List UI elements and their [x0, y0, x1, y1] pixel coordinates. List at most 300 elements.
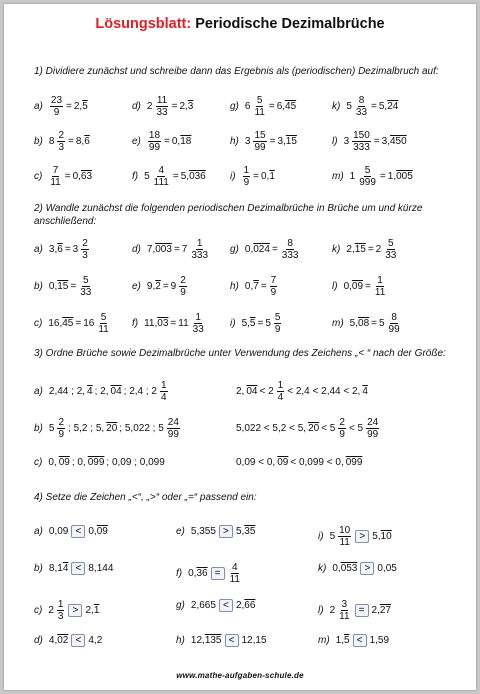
fraction	[274, 312, 282, 335]
math-text: 5,	[372, 531, 381, 542]
repeating-digits: 66	[244, 600, 256, 611]
answer-box: <	[71, 634, 85, 647]
denominator: 33	[156, 107, 168, 118]
math-text: 2,	[73, 101, 83, 112]
item-label: h)	[176, 635, 185, 646]
t2-item-m	[332, 312, 402, 335]
denominator: 9	[53, 107, 60, 118]
item-label: a)	[34, 526, 43, 537]
denominator: 99	[388, 324, 400, 335]
item-label: h)	[230, 281, 239, 292]
t4-item-i	[318, 525, 392, 548]
math-text: 0,	[244, 244, 254, 255]
item-label: a)	[34, 244, 43, 255]
denominator: 99	[167, 429, 179, 440]
math-text: =	[170, 318, 177, 329]
item-label: l)	[332, 281, 338, 292]
math-text	[49, 281, 68, 292]
math-text	[336, 635, 350, 646]
math-text	[179, 101, 193, 112]
repeating-digits: 099	[87, 457, 105, 468]
math-text: =	[268, 101, 275, 112]
denominator: 99	[254, 142, 266, 153]
math-text: =	[64, 244, 71, 255]
fraction	[358, 165, 377, 188]
math-text	[76, 136, 90, 147]
math-text	[261, 171, 275, 182]
fraction	[97, 312, 109, 335]
numerator: 11	[156, 95, 168, 106]
item-label: f)	[132, 171, 139, 182]
repeating-digits: 450	[390, 136, 407, 147]
fraction	[57, 599, 65, 622]
item-label: d)	[34, 635, 43, 646]
repeating-digits: 1	[93, 605, 100, 616]
t2-item-c	[34, 312, 111, 335]
math-text: =	[257, 318, 264, 329]
math-text: 2,	[179, 101, 188, 112]
repeating-digits: 7	[253, 281, 259, 292]
t1-item-f	[132, 165, 206, 188]
denominator: 11	[254, 107, 265, 118]
math-text: 3,	[277, 136, 286, 147]
numerator: 24	[167, 417, 179, 428]
math-text	[245, 244, 270, 255]
math-text: 2	[375, 244, 382, 255]
fraction	[167, 417, 180, 440]
numerator: 1	[196, 238, 203, 249]
repeating-digits: 09	[96, 526, 108, 537]
t1-item-b	[34, 130, 90, 153]
denominator: 99	[148, 142, 161, 153]
math-text: 1,	[335, 635, 345, 646]
fraction	[192, 312, 205, 335]
math-text: =	[68, 136, 74, 147]
denominator: 11	[339, 537, 350, 548]
math-text: =	[379, 171, 386, 182]
repeating-digits: 24	[387, 101, 399, 112]
numerator: 5	[256, 95, 263, 106]
math-text: 0,	[332, 563, 341, 574]
t4-item-l	[318, 599, 391, 622]
fraction	[338, 417, 346, 440]
denominator: 9	[180, 287, 186, 298]
answer-box: =	[355, 604, 369, 617]
math-text: 0,	[88, 526, 97, 537]
footer-url: www.mathe-aufgaben-schule.de	[176, 671, 304, 680]
item-label: c)	[34, 457, 43, 468]
math-text	[388, 171, 413, 182]
math-text: ; 5,2 ; 5,	[68, 423, 105, 434]
repeating-digits: 4	[62, 563, 69, 574]
math-text: ; 2,4 ; 2	[123, 386, 157, 397]
denominator: 3	[57, 611, 64, 622]
t2-item-l	[332, 275, 387, 298]
item-label: b)	[34, 423, 43, 434]
numerator: 1	[195, 312, 201, 323]
math-text: 8,	[75, 136, 85, 147]
numerator: 2	[180, 275, 186, 286]
math-text: 5,	[349, 318, 359, 329]
item-label: a)	[34, 386, 43, 397]
math-text: ; 0,	[71, 457, 86, 468]
repeating-digits: 36	[196, 568, 208, 579]
numerator: 1	[277, 380, 284, 391]
t4-item-d	[34, 634, 102, 647]
item-label: k)	[332, 244, 341, 255]
t2-item-i	[230, 312, 282, 335]
t2-item-g	[230, 238, 300, 261]
math-text: 2	[329, 605, 336, 616]
t4-item-c	[34, 599, 99, 622]
math-text: 0,	[72, 171, 81, 182]
math-text: 0,	[343, 281, 352, 292]
math-text: < 2,4 < 2,44 < 2,	[287, 386, 361, 397]
math-text: 2,	[236, 386, 245, 397]
fraction	[243, 165, 251, 188]
math-text: 5	[378, 318, 385, 329]
item-label: b)	[34, 281, 43, 292]
title-highlight: Lösungsblatt:	[95, 16, 192, 32]
t3-c-solution	[236, 457, 362, 468]
fraction	[49, 165, 61, 188]
t1-item-h	[230, 130, 297, 153]
math-text: 0,	[244, 281, 254, 292]
denominator: 9	[339, 429, 345, 440]
repeating-digits: 09	[351, 281, 364, 292]
math-text: 16	[83, 318, 95, 329]
fraction	[155, 95, 168, 118]
item-label: e)	[132, 281, 141, 292]
task2-heading: 2) Wandle zunächst die folgenden periodischen Dezimalbrüche in Brüche um und kürze anschließend:	[34, 203, 423, 227]
numerator: 7	[270, 275, 277, 286]
repeating-digits: 6	[57, 244, 63, 255]
numerator: 1	[57, 599, 64, 610]
repeating-digits: 053	[340, 563, 358, 574]
math-text: 0,05	[377, 563, 397, 574]
repeating-digits: 10	[380, 531, 392, 542]
numerator: 5	[274, 312, 281, 323]
repeating-digits: 04	[246, 386, 258, 397]
math-text	[382, 136, 407, 147]
math-text: =	[269, 136, 276, 147]
math-text: 0,	[48, 281, 58, 292]
numerator: 8	[391, 312, 397, 323]
math-text	[236, 526, 255, 537]
denominator: 3	[58, 142, 65, 153]
math-text: 5	[144, 171, 150, 182]
t4-item-b	[34, 562, 113, 575]
t1-item-l	[332, 130, 407, 153]
t2-item-f	[132, 312, 206, 335]
fraction	[190, 238, 209, 261]
item-label: e)	[132, 136, 141, 147]
numerator: 5	[100, 312, 107, 323]
fraction	[253, 95, 265, 118]
item-label: m)	[318, 635, 330, 646]
denominator: 33	[80, 287, 92, 298]
repeating-digits: 024	[253, 244, 270, 255]
math-text	[191, 635, 222, 646]
numerator: 18	[148, 130, 161, 141]
t4-item-k	[318, 562, 397, 575]
math-text: 2,	[85, 605, 94, 616]
repeating-digits: 4	[362, 386, 368, 397]
repeating-digits: 03	[157, 318, 169, 329]
denominator: 9	[270, 287, 277, 298]
denominator: 333	[353, 142, 370, 153]
t1-item-g	[230, 95, 296, 118]
math-text: 2	[48, 605, 54, 616]
item-label: l)	[332, 136, 338, 147]
math-text	[85, 605, 99, 616]
t3-a-solution	[236, 380, 368, 403]
math-text	[74, 101, 88, 112]
math-text: 9	[170, 281, 177, 292]
math-text: 8	[48, 136, 55, 147]
denominator: 9	[274, 324, 281, 335]
math-text: =	[367, 244, 374, 255]
item-label: k)	[332, 101, 341, 112]
t3-c-question	[34, 457, 165, 468]
fraction	[374, 275, 386, 298]
answer-box: <	[71, 525, 85, 538]
math-text: =	[66, 101, 72, 112]
math-text: 2,	[235, 600, 245, 611]
math-text: 12,	[190, 635, 205, 646]
t1-item-i	[230, 165, 275, 188]
math-text	[372, 605, 391, 616]
math-text: =	[70, 281, 77, 292]
task1-heading: 1) Dividiere zunächst und schreibe dann das Ergebnis als (periodischen) Dezimalbruch auf:	[34, 66, 439, 77]
repeating-digits: 45	[62, 318, 74, 329]
numerator: 1	[377, 275, 383, 286]
math-text: 6,	[276, 101, 286, 112]
math-text: 5,	[378, 101, 388, 112]
denominator: 33	[192, 324, 204, 335]
numerator: 23	[50, 95, 63, 106]
numerator: 2	[58, 130, 65, 141]
math-text	[49, 563, 68, 574]
math-text: =	[64, 171, 71, 182]
denominator: 11	[339, 611, 350, 622]
item-label: i)	[230, 171, 236, 182]
numerator: 2	[339, 417, 345, 428]
t3-b-question	[34, 417, 181, 440]
repeating-digits: 003	[155, 244, 172, 255]
answer-box: >	[68, 604, 82, 617]
answer-box: <	[219, 599, 233, 612]
math-text: 7,	[146, 244, 156, 255]
math-text: 9,	[146, 281, 156, 292]
math-text: 1,	[387, 171, 397, 182]
numerator: 1	[243, 165, 250, 176]
math-text	[144, 318, 168, 329]
math-text: 2,665	[190, 600, 216, 611]
fraction	[160, 380, 168, 403]
repeating-digits: 02	[57, 635, 69, 646]
numerator: 4	[158, 165, 165, 176]
item-label: g)	[230, 101, 239, 112]
denominator: 11	[98, 324, 109, 335]
worksheet	[4, 4, 476, 690]
math-text: 11,	[144, 318, 158, 329]
item-label: m)	[332, 171, 344, 182]
t1-item-a	[34, 95, 88, 118]
t2-item-k	[332, 238, 398, 261]
task3-heading: 3) Ordne Brüche sowie Dezimalbrüche unter Verwendung des Zeichens „< “ nach der Größe:	[34, 348, 446, 359]
denominator: 99	[367, 429, 379, 440]
answer-box: <	[225, 634, 239, 647]
fraction	[270, 275, 278, 298]
denominator: 999	[359, 177, 376, 188]
math-text: 8,1	[48, 563, 63, 574]
math-text	[344, 281, 363, 292]
repeating-digits: 63	[80, 171, 93, 182]
numerator: 8	[287, 238, 293, 249]
math-text: 2,	[346, 244, 355, 255]
numerator: 5	[388, 238, 394, 249]
fraction	[352, 130, 371, 153]
repeating-digits: 20	[308, 423, 320, 434]
math-text: 5	[48, 423, 55, 434]
math-text: =	[365, 281, 371, 292]
denominator: 33	[385, 250, 397, 261]
math-text: < 5	[321, 423, 336, 434]
math-text	[332, 563, 357, 574]
math-text: 2,44 ; 2,	[48, 386, 86, 397]
item-label: c)	[34, 605, 43, 616]
math-text: 3,	[381, 136, 390, 147]
fraction	[338, 525, 351, 548]
item-label: d)	[132, 244, 141, 255]
numerator: 5	[83, 275, 89, 286]
item-label: a)	[34, 101, 43, 112]
item-label: m)	[332, 318, 344, 329]
item-label: g)	[176, 600, 185, 611]
repeating-digits: 18	[180, 136, 192, 147]
numerator: 15	[254, 130, 266, 141]
math-text	[49, 635, 68, 646]
math-text: 0,	[260, 171, 270, 182]
math-text	[188, 568, 207, 579]
math-text: ; 2,	[94, 386, 109, 397]
math-text: < 2	[259, 386, 274, 397]
numerator: 2	[82, 238, 88, 249]
numerator: 10	[339, 525, 351, 536]
math-text	[181, 171, 206, 182]
math-text: 0,	[171, 136, 181, 147]
fraction	[281, 238, 300, 261]
denominator: 11	[50, 177, 61, 188]
numerator: 4	[231, 562, 238, 573]
fraction	[229, 562, 241, 585]
math-text: < 0,099 < 0,	[290, 457, 344, 468]
math-text: =	[371, 318, 377, 329]
denominator: 9	[58, 429, 65, 440]
repeating-digits: 135	[204, 635, 222, 646]
math-text: =	[371, 101, 377, 112]
denominator: 111	[153, 177, 169, 188]
denominator: 4	[161, 392, 167, 403]
repeating-digits: 5	[249, 318, 256, 329]
item-label: f)	[176, 568, 183, 579]
t3-b-solution	[236, 417, 380, 440]
repeating-digits: 15	[285, 136, 297, 147]
math-text: 16,	[48, 318, 63, 329]
fraction	[148, 130, 161, 153]
t2-item-b	[34, 275, 93, 298]
numerator: 8	[358, 95, 365, 106]
item-label: c)	[34, 318, 43, 329]
math-text	[372, 531, 391, 542]
item-label: i)	[230, 318, 236, 329]
repeating-digits: 15	[354, 244, 366, 255]
repeating-digits: 4	[87, 386, 93, 397]
math-text: ; 0,09 ; 0,099	[106, 457, 165, 468]
t4-item-f	[176, 562, 242, 585]
math-text: 5,	[235, 526, 245, 537]
t1-item-e	[132, 130, 191, 153]
numerator: 3	[341, 599, 348, 610]
math-text: 0,	[48, 457, 57, 468]
math-text	[48, 318, 73, 329]
title-text: Periodische Dezimalbrüche	[195, 16, 385, 32]
t3-a-question	[34, 380, 169, 403]
math-text: 5,	[180, 171, 190, 182]
math-text	[242, 318, 256, 329]
t4-item-e	[176, 525, 255, 538]
math-text	[350, 318, 369, 329]
math-text: =	[260, 281, 267, 292]
fraction	[153, 165, 170, 188]
repeating-digits: 005	[396, 171, 413, 182]
math-text: =	[271, 244, 278, 255]
answer-box: >	[219, 525, 233, 538]
math-text: 2,	[371, 605, 380, 616]
denominator: 11	[229, 574, 240, 585]
repeating-digits: 5	[82, 101, 88, 112]
t4-item-h	[176, 634, 267, 647]
repeating-digits: 35	[244, 526, 256, 537]
repeating-digits: 45	[285, 101, 297, 112]
math-text	[49, 244, 63, 255]
math-text: 3,	[48, 244, 58, 255]
repeating-digits: 09	[277, 457, 289, 468]
math-text	[236, 600, 255, 611]
math-text: =	[171, 101, 178, 112]
math-text	[379, 101, 398, 112]
math-text	[88, 526, 107, 537]
math-text: ; 5,022 ; 5	[119, 423, 164, 434]
math-text: 0,09	[48, 526, 69, 537]
math-text: =	[173, 244, 180, 255]
math-text: 6	[244, 101, 251, 112]
math-text: =	[164, 136, 170, 147]
t2-item-a	[34, 238, 90, 261]
math-text: 4,	[48, 635, 58, 646]
math-text: 0,	[188, 568, 197, 579]
math-text: 5	[346, 101, 352, 112]
math-text: < 5	[348, 423, 364, 434]
t2-item-d	[132, 238, 210, 261]
repeating-digits: 2	[155, 281, 161, 292]
denominator: 33	[355, 107, 368, 118]
denominator: 333	[191, 250, 209, 261]
math-text	[73, 171, 92, 182]
repeating-digits: 5	[344, 635, 350, 646]
fraction	[57, 130, 65, 153]
